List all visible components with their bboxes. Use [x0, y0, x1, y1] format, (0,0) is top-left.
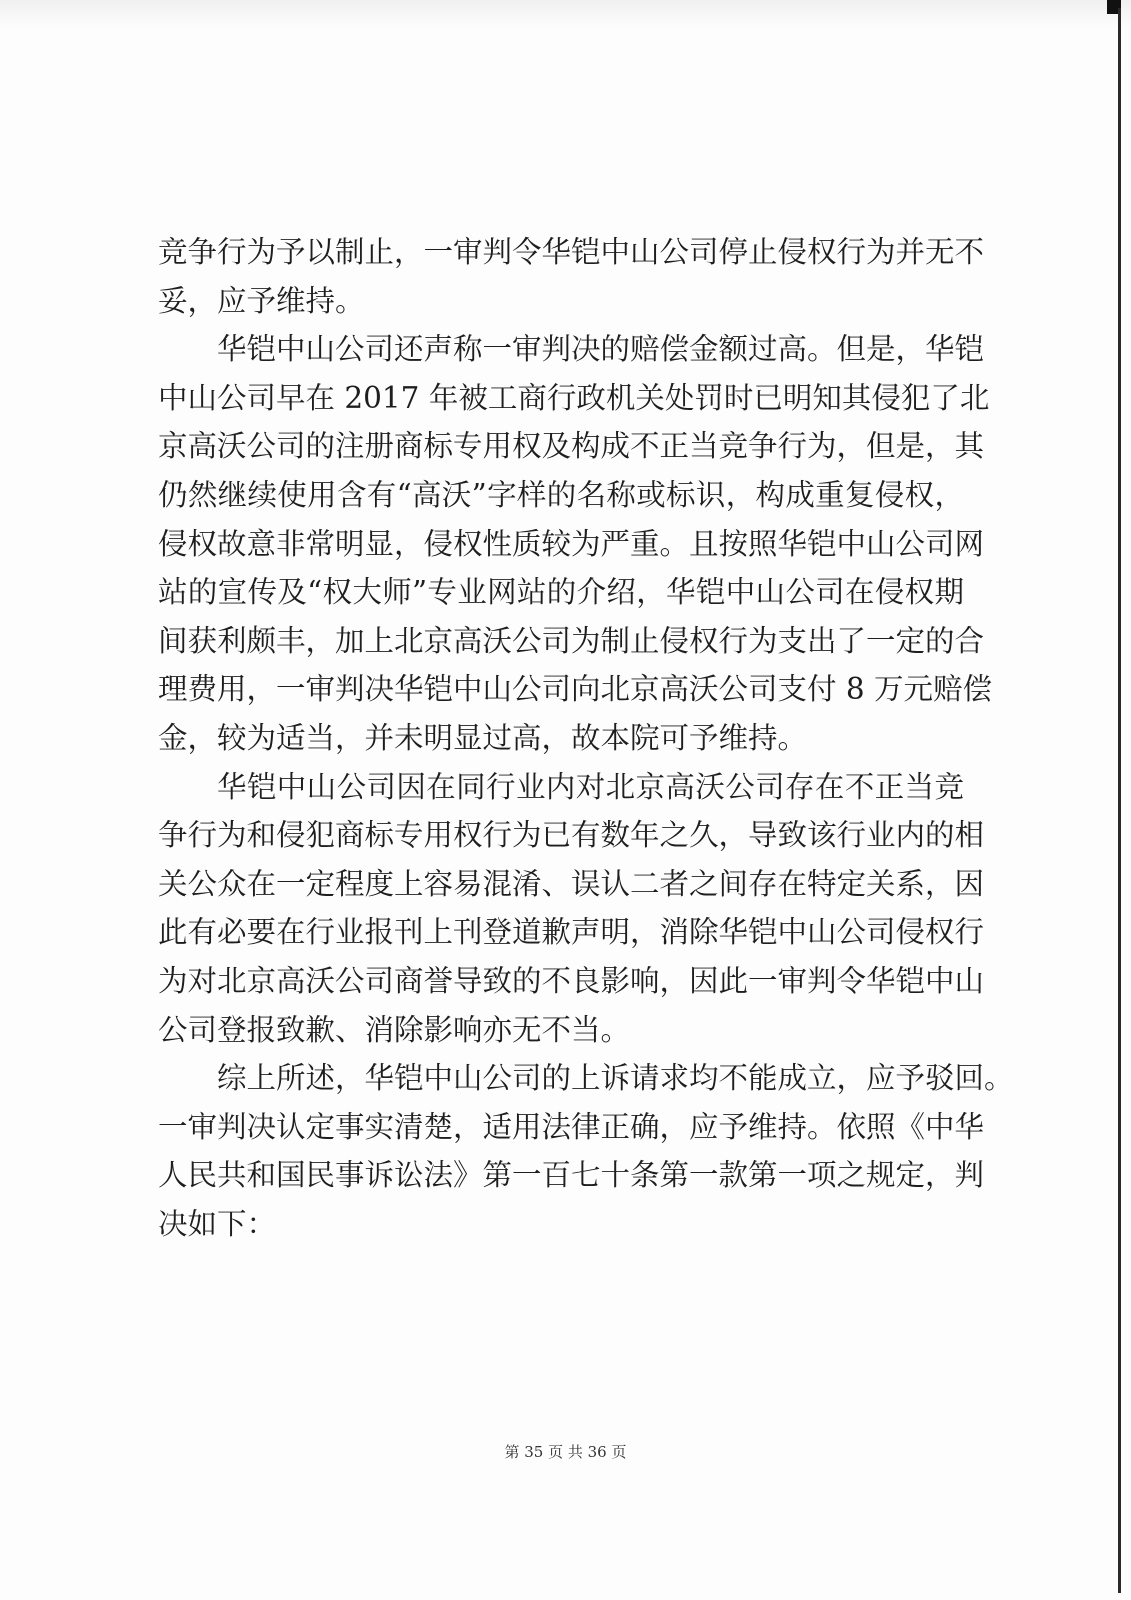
- paragraph: [158, 763, 985, 1055]
- text-line: 决如下：: [158, 1206, 277, 1241]
- page-number-footer: 第 35 页 共 36 页: [504, 1443, 627, 1461]
- text-line: 金，较为适当，并未明显过高，故本院可予维持。: [158, 720, 808, 755]
- text-line: 中山公司早在 2017 年被工商行政机关处罚时已明知其侵犯了北: [158, 380, 990, 415]
- text-line: 关公众在一定程度上容易混淆、误认二者之间存在特定关系，因: [158, 866, 985, 901]
- text-line: 公司登报致歉、消除影响亦无不当。: [158, 1012, 631, 1047]
- text-line: 侵权故意非常明显，侵权性质较为严重。且按照华铠中山公司网: [158, 526, 985, 561]
- text-line: 为对北京高沃公司商誉导致的不良影响，因此一审判令华铠中山: [158, 963, 985, 998]
- text-line: 华铠中山公司还声称一审判决的赔偿金额过高。但是，华铠: [217, 332, 985, 367]
- text-line: 妥，应予维持。: [158, 283, 365, 318]
- text-line: 一审判决认定事实清楚，适用法律正确，应予维持。依照《中华: [158, 1109, 985, 1144]
- paragraph: [158, 228, 985, 325]
- text-line: 仍然继续使用含有“高沃”字样的名称或标识，构成重复侵权，: [158, 477, 964, 512]
- text-line: 争行为和侵犯商标专用权行为已有数年之久，导致该行业内的相: [158, 818, 985, 853]
- judgment-body-text: [158, 228, 1014, 1248]
- text-line: 间获利颇丰，加上北京高沃公司为制止侵权行为支出了一定的合: [158, 623, 985, 658]
- text-line: 站的宣传及“权大师”专业网站的介绍，华铠中山公司在侵权期: [158, 575, 964, 610]
- text-line: 京高沃公司的注册商标专用权及构成不正当竞争行为，但是，其: [158, 429, 985, 464]
- text-line: 人民共和国民事诉讼法》第一百七十条第一款第一项之规定，判: [158, 1158, 985, 1193]
- text-line: 竞争行为予以制止，一审判令华铠中山公司停止侵权行为并无不: [158, 235, 985, 269]
- paragraph: [158, 325, 993, 762]
- text-line: 此有必要在行业报刊上刊登道歉声明，消除华铠中山公司侵权行: [158, 915, 985, 950]
- paragraph: [158, 1054, 1014, 1248]
- scan-shadow: [0, 0, 1131, 28]
- text-line: 华铠中山公司因在同行业内对北京高沃公司存在不正当竞: [217, 769, 964, 804]
- scan-edge-line: [1118, 8, 1121, 1593]
- text-line: 理费用，一审判决华铠中山公司向北京高沃公司支付 8 万元赔偿: [158, 672, 993, 707]
- text-line: 综上所述，华铠中山公司的上诉请求均不能成立，应予驳回。: [217, 1061, 1014, 1096]
